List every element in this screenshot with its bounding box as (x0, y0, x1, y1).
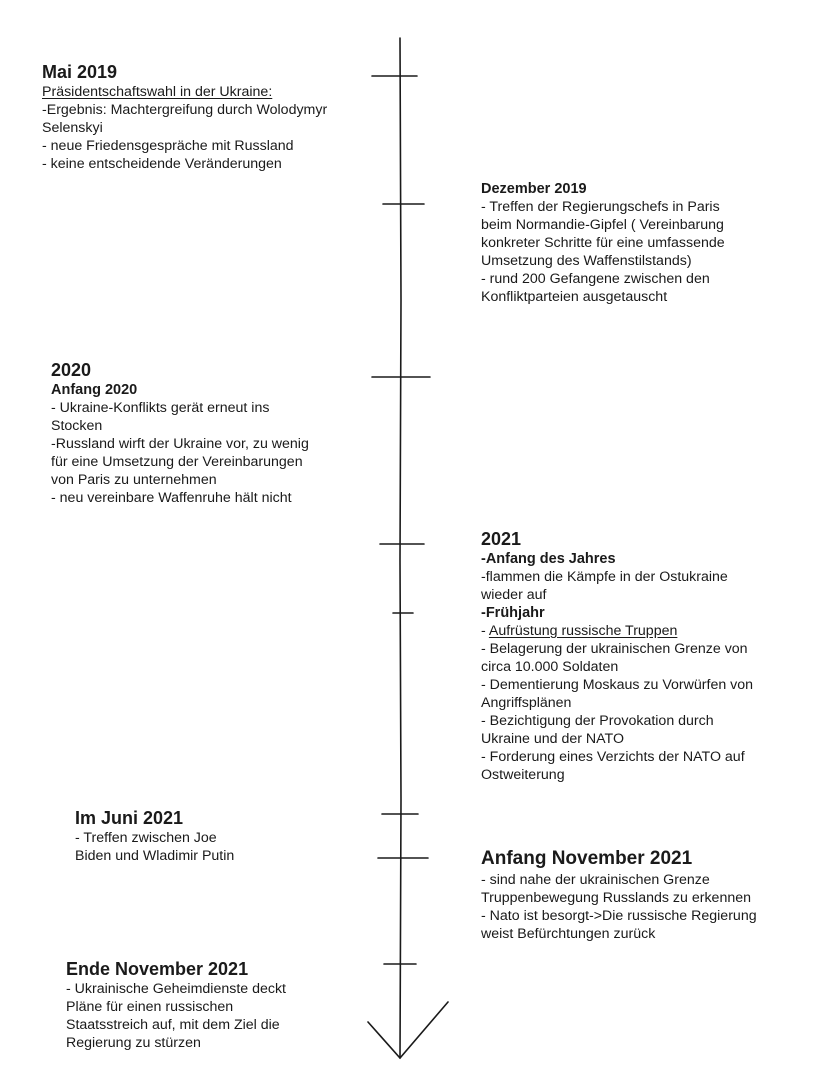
event-line: Stocken (51, 418, 103, 434)
event-title: Anfang November 2021 (481, 848, 693, 869)
event-line: - neu vereinbare Waffenruhe hält nicht (51, 490, 292, 506)
event-line: - Forderung eines Verzichts der NATO auf (481, 749, 745, 765)
timeline-arrowhead (368, 1002, 448, 1058)
event-title: Dezember 2019 (481, 181, 587, 197)
event-line: für eine Umsetzung der Vereinbarungen (51, 454, 303, 470)
event-line: - neue Friedensgespräche mit Russland (42, 138, 294, 154)
event-line: - Ukraine-Konflikts gerät erneut ins (51, 400, 270, 416)
event-juni-2021 (75, 807, 234, 865)
event-line: Ostweiterung (481, 767, 565, 783)
event-line: - Belagerung der ukrainischen Grenze von (481, 641, 748, 657)
event-subtitle: -Anfang des Jahres (481, 551, 616, 567)
event-line: weist Befürchtungen zurück (481, 926, 656, 942)
event-line: Selenskyi (42, 120, 103, 136)
event-line: wieder auf (481, 587, 547, 603)
event-line: Pläne für einen russischen (66, 999, 234, 1015)
event-title: Ende November 2021 (66, 959, 249, 979)
event-line: - rund 200 Gefangene zwischen den (481, 271, 710, 287)
event-line: Angriffsplänen (481, 695, 572, 711)
event-title: Im Juni 2021 (75, 808, 184, 828)
event-subtitle: -Frühjahr (481, 605, 545, 621)
event-line: -Russland wirft der Ukraine vor, zu wenig (51, 436, 309, 452)
underlined-text: Aufrüstung russische Truppen (488, 623, 678, 639)
event-line: Truppenbewegung Russlands zu erkennen (481, 890, 752, 906)
event-line: - Ukrainische Geheimdienste deckt (66, 981, 287, 997)
event-line: - Bezichtigung der Provokation durch (481, 713, 714, 729)
event-2020 (51, 359, 309, 507)
event-line: Regierung zu stürzen (66, 1035, 201, 1051)
timeline-line (400, 38, 401, 1058)
event-line: Konfliktparteien ausgetauscht (481, 289, 668, 305)
event-title: Mai 2019 (42, 62, 118, 82)
event-2021 (481, 528, 753, 784)
event-line: Staatsstreich auf, mit dem Ziel die (66, 1017, 280, 1033)
event-line: -flammen die Kämpfe in der Ostukraine (481, 569, 728, 585)
event-line: von Paris zu unternehmen (51, 472, 217, 488)
event-subtitle: Anfang 2020 (51, 382, 138, 398)
event-line: - sind nahe der ukrainischen Grenze (481, 872, 710, 888)
event-line: - Treffen der Regierungschefs in Paris (481, 199, 720, 215)
event-line: -Ergebnis: Machtergreifung durch Wolodymyr (42, 102, 328, 118)
event-line: - keine entscheidende Veränderungen (42, 156, 282, 172)
event-line: Ukraine und der NATO (481, 731, 624, 747)
event-line: - Nato ist besorgt->Die russische Regierung (481, 908, 757, 924)
event-title: 2021 (481, 529, 522, 549)
event-title: 2020 (51, 360, 92, 380)
line-prefix: - (481, 623, 489, 639)
event-line: - Treffen zwischen Joe (75, 830, 217, 846)
event-line: Umsetzung des Waffenstilstands) (481, 253, 692, 269)
event-line (481, 622, 753, 640)
event-line: konkreter Schritte für eine umfassende (481, 235, 725, 251)
event-line: circa 10.000 Soldaten (481, 659, 619, 675)
event-line: - Dementierung Moskaus zu Vorwürfen von (481, 677, 754, 693)
event-line: Biden und Wladimir Putin (75, 848, 235, 864)
event-mai-2019 (42, 61, 327, 173)
event-line: beim Normandie-Gipfel ( Vereinbarung (481, 217, 724, 233)
event-anfang-november-2021 (481, 847, 757, 943)
event-line: Präsidentschaftswahl in der Ukraine: (42, 84, 273, 100)
event-dezember-2019 (481, 180, 725, 306)
event-ende-november-2021 (66, 958, 286, 1052)
